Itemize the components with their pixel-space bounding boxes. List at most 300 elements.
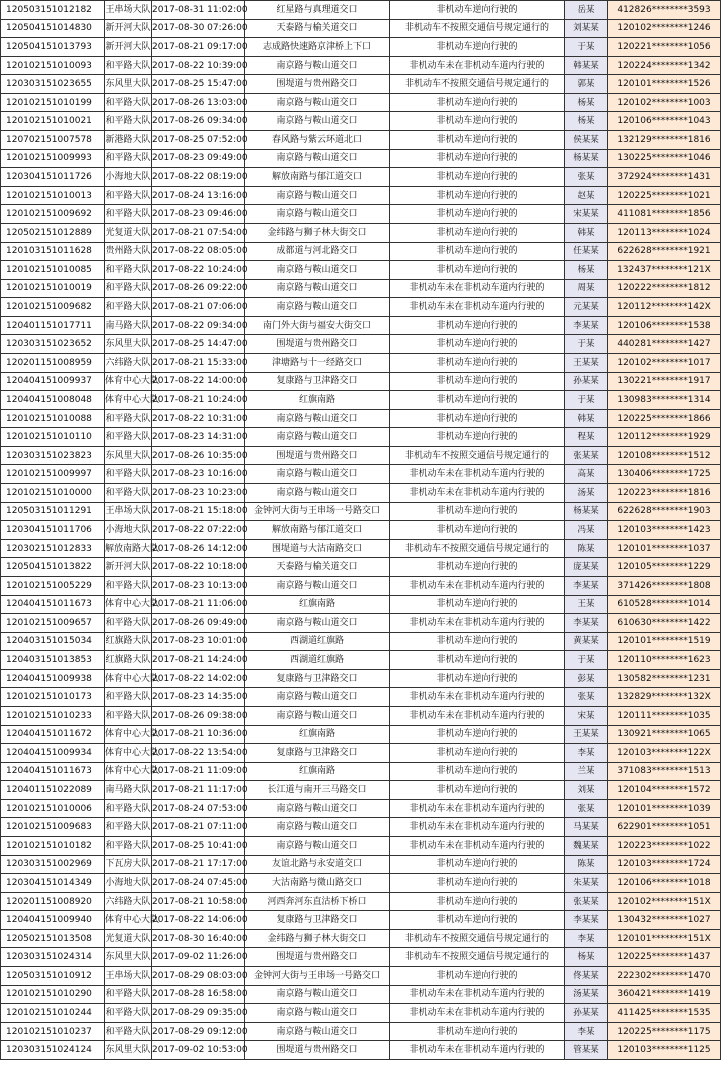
violation-type-cell: 非机动车逆向行驶的 bbox=[390, 744, 565, 763]
person-name-cell: 刘某某 bbox=[565, 19, 608, 38]
location-cell: 围堤道与大沽南路交口 bbox=[245, 539, 390, 558]
table-row bbox=[1, 651, 721, 670]
brigade-cell: 和平路大队 bbox=[105, 149, 152, 168]
brigade-cell: 南马路大队 bbox=[105, 316, 152, 335]
id-number-cell: 130221********1917 bbox=[608, 372, 721, 391]
table-row bbox=[1, 1, 721, 20]
id-number-cell: 120101********1037 bbox=[608, 539, 721, 558]
record-id-cell: 120504151014830 bbox=[1, 19, 105, 38]
location-cell: 南京路与鞍山道交口 bbox=[245, 465, 390, 484]
person-name-cell: 于某 bbox=[565, 38, 608, 57]
brigade-cell: 王串场大队 bbox=[105, 967, 152, 986]
datetime-cell: 2017-08-22 14:06:00 bbox=[152, 911, 245, 930]
location-cell: 西湖道红旗路 bbox=[245, 651, 390, 670]
violation-type-cell: 非机动车逆向行驶的 bbox=[390, 93, 565, 112]
record-id-cell: 120102151009683 bbox=[1, 818, 105, 837]
id-number-cell: 130921********1065 bbox=[608, 725, 721, 744]
datetime-cell: 2017-08-24 07:45:00 bbox=[152, 874, 245, 893]
location-cell: 解放南路与郁江道交口 bbox=[245, 521, 390, 540]
violation-type-cell: 非机动车不按照交通信号规定通行的 bbox=[390, 75, 565, 94]
violation-type-cell: 非机动车未在非机动车道内行驶的 bbox=[390, 56, 565, 75]
brigade-cell: 和平路大队 bbox=[105, 93, 152, 112]
datetime-cell: 2017-08-21 10:58:00 bbox=[152, 892, 245, 911]
location-cell: 西湖道红旗路 bbox=[245, 632, 390, 651]
record-id-cell: 120504151013793 bbox=[1, 38, 105, 57]
person-name-cell: 佟某某 bbox=[565, 967, 608, 986]
record-id-cell: 120102151010182 bbox=[1, 837, 105, 856]
person-name-cell: 张某 bbox=[565, 688, 608, 707]
id-number-cell: 120101********151X bbox=[608, 929, 721, 948]
table-row bbox=[1, 781, 721, 800]
record-id-cell: 120102151010019 bbox=[1, 279, 105, 298]
brigade-cell: 体育中心大队 bbox=[105, 744, 152, 763]
location-cell: 南京路与鞍山道交口 bbox=[245, 818, 390, 837]
id-number-cell: 132129********1816 bbox=[608, 131, 721, 150]
id-number-cell: 120108********1512 bbox=[608, 446, 721, 465]
id-number-cell: 120225********1866 bbox=[608, 409, 721, 428]
person-name-cell: 韩某 bbox=[565, 223, 608, 242]
brigade-cell: 体育中心大队 bbox=[105, 911, 152, 930]
brigade-cell: 和平路大队 bbox=[105, 985, 152, 1004]
violation-type-cell: 非机动车逆向行驶的 bbox=[390, 205, 565, 224]
violation-type-cell: 非机动车逆向行驶的 bbox=[390, 911, 565, 930]
table-row bbox=[1, 669, 721, 688]
table-row bbox=[1, 985, 721, 1004]
datetime-cell: 2017-08-22 14:00:00 bbox=[152, 372, 245, 391]
record-id-cell: 120303151024124 bbox=[1, 1041, 105, 1060]
id-number-cell: 371083********1513 bbox=[608, 762, 721, 781]
table-row bbox=[1, 446, 721, 465]
record-id-cell: 120504151013822 bbox=[1, 558, 105, 577]
datetime-cell: 2017-08-29 09:35:00 bbox=[152, 1004, 245, 1023]
brigade-cell: 和平路大队 bbox=[105, 112, 152, 131]
id-number-cell: 120113********1024 bbox=[608, 223, 721, 242]
id-number-cell: 622901********1051 bbox=[608, 818, 721, 837]
violation-type-cell: 非机动车逆向行驶的 bbox=[390, 391, 565, 410]
datetime-cell: 2017-08-26 13:03:00 bbox=[152, 93, 245, 112]
table-row bbox=[1, 279, 721, 298]
id-number-cell: 130582********1231 bbox=[608, 669, 721, 688]
person-name-cell: 李某某 bbox=[565, 911, 608, 930]
id-number-cell: 411425********1535 bbox=[608, 1004, 721, 1023]
record-id-cell: 120102151009657 bbox=[1, 614, 105, 633]
person-name-cell: 于某 bbox=[565, 651, 608, 670]
datetime-cell: 2017-08-28 16:58:00 bbox=[152, 985, 245, 1004]
person-name-cell: 李某某 bbox=[565, 614, 608, 633]
id-number-cell: 120103********1125 bbox=[608, 1041, 721, 1060]
person-name-cell: 杨某 bbox=[565, 93, 608, 112]
record-id-cell: 120303151002969 bbox=[1, 855, 105, 874]
location-cell: 南京路与鞍山道交口 bbox=[245, 279, 390, 298]
datetime-cell: 2017-08-21 07:54:00 bbox=[152, 223, 245, 242]
location-cell: 春风路与紫云环道北口 bbox=[245, 131, 390, 150]
violation-type-cell: 非机动车未在非机动车道内行驶的 bbox=[390, 1041, 565, 1060]
violation-type-cell: 非机动车逆向行驶的 bbox=[390, 595, 565, 614]
table-row bbox=[1, 428, 721, 447]
person-name-cell: 宋某 bbox=[565, 706, 608, 725]
record-id-cell: 120102151009993 bbox=[1, 149, 105, 168]
table-row bbox=[1, 706, 721, 725]
location-cell: 围堤道与贵州路交口 bbox=[245, 1041, 390, 1060]
brigade-cell: 王串场大队 bbox=[105, 502, 152, 521]
table-body bbox=[1, 1, 721, 1060]
datetime-cell: 2017-08-23 10:13:00 bbox=[152, 576, 245, 595]
brigade-cell: 体育中心大队 bbox=[105, 669, 152, 688]
table-row bbox=[1, 558, 721, 577]
person-name-cell: 管某某 bbox=[565, 1041, 608, 1060]
id-number-cell: 120225********1021 bbox=[608, 186, 721, 205]
datetime-cell: 2017-08-21 07:11:00 bbox=[152, 818, 245, 837]
violation-type-cell: 非机动车逆向行驶的 bbox=[390, 967, 565, 986]
violation-type-cell: 非机动车逆向行驶的 bbox=[390, 353, 565, 372]
table-row bbox=[1, 967, 721, 986]
record-id-cell: 120304151011726 bbox=[1, 168, 105, 187]
datetime-cell: 2017-08-25 07:52:00 bbox=[152, 131, 245, 150]
violation-type-cell: 非机动车逆向行驶的 bbox=[390, 372, 565, 391]
location-cell: 红旗南路 bbox=[245, 391, 390, 410]
location-cell: 复康路与卫津路交口 bbox=[245, 744, 390, 763]
brigade-cell: 和平路大队 bbox=[105, 409, 152, 428]
id-number-cell: 372924********1431 bbox=[608, 168, 721, 187]
location-cell: 金钟河大街与王串场一号路交口 bbox=[245, 502, 390, 521]
table-row bbox=[1, 131, 721, 150]
table-row bbox=[1, 372, 721, 391]
violation-type-cell: 非机动车逆向行驶的 bbox=[390, 874, 565, 893]
violation-type-cell: 非机动车逆向行驶的 bbox=[390, 186, 565, 205]
brigade-cell: 红旗路大队 bbox=[105, 632, 152, 651]
id-number-cell: 132437********121X bbox=[608, 261, 721, 280]
person-name-cell: 韩某 bbox=[565, 409, 608, 428]
violation-type-cell: 非机动车未在非机动车道内行驶的 bbox=[390, 818, 565, 837]
table-row bbox=[1, 595, 721, 614]
location-cell: 南京路与鞍山道交口 bbox=[245, 837, 390, 856]
datetime-cell: 2017-08-25 15:47:00 bbox=[152, 75, 245, 94]
violation-type-cell: 非机动车不按照交通信号规定通行的 bbox=[390, 948, 565, 967]
location-cell: 南京路与鞍山道交口 bbox=[245, 688, 390, 707]
brigade-cell: 贵州路大队 bbox=[105, 242, 152, 261]
brigade-cell: 东风里大队 bbox=[105, 1041, 152, 1060]
datetime-cell: 2017-08-21 15:18:00 bbox=[152, 502, 245, 521]
datetime-cell: 2017-08-30 16:40:00 bbox=[152, 929, 245, 948]
table-row bbox=[1, 391, 721, 410]
brigade-cell: 和平路大队 bbox=[105, 818, 152, 837]
person-name-cell: 杨某 bbox=[565, 261, 608, 280]
datetime-cell: 2017-08-21 17:17:00 bbox=[152, 855, 245, 874]
table-row bbox=[1, 409, 721, 428]
brigade-cell: 东风里大队 bbox=[105, 335, 152, 354]
violation-type-cell: 非机动车逆向行驶的 bbox=[390, 502, 565, 521]
table-row bbox=[1, 112, 721, 131]
person-name-cell: 朱某某 bbox=[565, 874, 608, 893]
brigade-cell: 东风里大队 bbox=[105, 75, 152, 94]
record-id-cell: 120102151009997 bbox=[1, 465, 105, 484]
person-name-cell: 杨某 bbox=[565, 112, 608, 131]
datetime-cell: 2017-08-30 07:26:00 bbox=[152, 19, 245, 38]
table-row bbox=[1, 837, 721, 856]
violation-type-cell: 非机动车逆向行驶的 bbox=[390, 149, 565, 168]
violation-type-cell: 非机动车未在非机动车道内行驶的 bbox=[390, 706, 565, 725]
brigade-cell: 新港路大队 bbox=[105, 131, 152, 150]
brigade-cell: 六纬路大队 bbox=[105, 353, 152, 372]
id-number-cell: 120102********151X bbox=[608, 892, 721, 911]
datetime-cell: 2017-08-23 14:35:00 bbox=[152, 688, 245, 707]
violation-type-cell: 非机动车未在非机动车道内行驶的 bbox=[390, 279, 565, 298]
datetime-cell: 2017-08-26 09:49:00 bbox=[152, 614, 245, 633]
table-row bbox=[1, 688, 721, 707]
record-id-cell: 120102151010237 bbox=[1, 1022, 105, 1041]
violation-type-cell: 非机动车未在非机动车道内行驶的 bbox=[390, 799, 565, 818]
brigade-cell: 和平路大队 bbox=[105, 205, 152, 224]
table-row bbox=[1, 149, 721, 168]
person-name-cell: 彭某 bbox=[565, 669, 608, 688]
violation-type-cell: 非机动车逆向行驶的 bbox=[390, 168, 565, 187]
person-name-cell: 孙某某 bbox=[565, 1004, 608, 1023]
location-cell: 大沽南路与微山路交口 bbox=[245, 874, 390, 893]
violation-type-cell: 非机动车逆向行驶的 bbox=[390, 409, 565, 428]
person-name-cell: 李某 bbox=[565, 929, 608, 948]
location-cell: 南京路与鞍山道交口 bbox=[245, 298, 390, 317]
table-row bbox=[1, 261, 721, 280]
id-number-cell: 130406********1725 bbox=[608, 465, 721, 484]
location-cell: 南京路与鞍山道交口 bbox=[245, 576, 390, 595]
table-row bbox=[1, 521, 721, 540]
brigade-cell: 和平路大队 bbox=[105, 706, 152, 725]
record-id-cell: 120404151008048 bbox=[1, 391, 105, 410]
table-row bbox=[1, 335, 721, 354]
location-cell: 围堤道与贵州路交口 bbox=[245, 335, 390, 354]
brigade-cell: 和平路大队 bbox=[105, 298, 152, 317]
location-cell: 天泰路与榆关道交口 bbox=[245, 19, 390, 38]
person-name-cell: 孙某某 bbox=[565, 372, 608, 391]
brigade-cell: 光复道大队 bbox=[105, 223, 152, 242]
id-number-cell: 412826********3593 bbox=[608, 1, 721, 20]
location-cell: 南京路与鞍山道交口 bbox=[245, 428, 390, 447]
datetime-cell: 2017-08-22 13:54:00 bbox=[152, 744, 245, 763]
violation-type-cell: 非机动车逆向行驶的 bbox=[390, 1, 565, 20]
person-name-cell: 刘某 bbox=[565, 781, 608, 800]
brigade-cell: 和平路大队 bbox=[105, 837, 152, 856]
location-cell: 围堤道与贵州路交口 bbox=[245, 75, 390, 94]
datetime-cell: 2017-08-21 10:24:00 bbox=[152, 391, 245, 410]
brigade-cell: 体育中心大队 bbox=[105, 391, 152, 410]
table-row bbox=[1, 818, 721, 837]
location-cell: 友谊北路与永安道交口 bbox=[245, 855, 390, 874]
brigade-cell: 解放南路大队 bbox=[105, 539, 152, 558]
record-id-cell: 120404151009938 bbox=[1, 669, 105, 688]
location-cell: 长江道与南开三马路交口 bbox=[245, 781, 390, 800]
datetime-cell: 2017-08-23 09:49:00 bbox=[152, 149, 245, 168]
record-id-cell: 120102151010199 bbox=[1, 93, 105, 112]
record-id-cell: 120303151023823 bbox=[1, 446, 105, 465]
brigade-cell: 和平路大队 bbox=[105, 261, 152, 280]
table-row bbox=[1, 205, 721, 224]
location-cell: 津塘路与十一经路交口 bbox=[245, 353, 390, 372]
violation-type-cell: 非机动车未在非机动车道内行驶的 bbox=[390, 484, 565, 503]
datetime-cell: 2017-08-22 10:31:00 bbox=[152, 409, 245, 428]
person-name-cell: 于某 bbox=[565, 335, 608, 354]
location-cell: 解放南路与郁江道交口 bbox=[245, 168, 390, 187]
person-name-cell: 张某某 bbox=[565, 892, 608, 911]
violation-type-cell: 非机动车逆向行驶的 bbox=[390, 669, 565, 688]
brigade-cell: 和平路大队 bbox=[105, 428, 152, 447]
datetime-cell: 2017-08-22 07:22:00 bbox=[152, 521, 245, 540]
datetime-cell: 2017-08-21 14:24:00 bbox=[152, 651, 245, 670]
violation-type-cell: 非机动车不按照交通信号规定通行的 bbox=[390, 539, 565, 558]
record-id-cell: 120102151010088 bbox=[1, 409, 105, 428]
table-row bbox=[1, 539, 721, 558]
datetime-cell: 2017-08-23 10:01:00 bbox=[152, 632, 245, 651]
person-name-cell: 李某 bbox=[565, 744, 608, 763]
record-id-cell: 120403151015034 bbox=[1, 632, 105, 651]
person-name-cell: 王某某 bbox=[565, 725, 608, 744]
table-row bbox=[1, 855, 721, 874]
location-cell: 金纬路与狮子林大街交口 bbox=[245, 223, 390, 242]
location-cell: 南京路与鞍山道交口 bbox=[245, 112, 390, 131]
record-id-cell: 120404151009934 bbox=[1, 744, 105, 763]
violation-type-cell: 非机动车逆向行驶的 bbox=[390, 316, 565, 335]
brigade-cell: 光复道大队 bbox=[105, 929, 152, 948]
table-row bbox=[1, 56, 721, 75]
violation-type-cell: 非机动车未在非机动车道内行驶的 bbox=[390, 576, 565, 595]
id-number-cell: 120110********1623 bbox=[608, 651, 721, 670]
person-name-cell: 汤某某 bbox=[565, 985, 608, 1004]
violation-type-cell: 非机动车逆向行驶的 bbox=[390, 261, 565, 280]
violation-type-cell: 非机动车逆向行驶的 bbox=[390, 892, 565, 911]
record-id-cell: 120503151010912 bbox=[1, 967, 105, 986]
brigade-cell: 新开河大队 bbox=[105, 38, 152, 57]
datetime-cell: 2017-08-25 14:47:00 bbox=[152, 335, 245, 354]
person-name-cell: 元某某 bbox=[565, 298, 608, 317]
id-number-cell: 120101********1039 bbox=[608, 799, 721, 818]
datetime-cell: 2017-08-22 10:18:00 bbox=[152, 558, 245, 577]
record-id-cell: 120103151011628 bbox=[1, 242, 105, 261]
record-id-cell: 120302151012833 bbox=[1, 539, 105, 558]
table-row bbox=[1, 1004, 721, 1023]
person-name-cell: 张某 bbox=[565, 799, 608, 818]
datetime-cell: 2017-08-26 09:34:00 bbox=[152, 112, 245, 131]
violation-type-cell: 非机动车未在非机动车道内行驶的 bbox=[390, 614, 565, 633]
table-row bbox=[1, 242, 721, 261]
record-id-cell: 120102151010000 bbox=[1, 484, 105, 503]
location-cell: 复康路与卫津路交口 bbox=[245, 669, 390, 688]
person-name-cell: 张某 bbox=[565, 168, 608, 187]
id-number-cell: 120112********142X bbox=[608, 298, 721, 317]
table-row bbox=[1, 484, 721, 503]
violation-type-cell: 非机动车不按照交通信号规定通行的 bbox=[390, 19, 565, 38]
violation-type-cell: 非机动车未在非机动车道内行驶的 bbox=[390, 688, 565, 707]
datetime-cell: 2017-08-21 11:17:00 bbox=[152, 781, 245, 800]
id-number-cell: 120221********1056 bbox=[608, 38, 721, 57]
violation-type-cell: 非机动车逆向行驶的 bbox=[390, 112, 565, 131]
brigade-cell: 和平路大队 bbox=[105, 614, 152, 633]
location-cell: 南京路与鞍山道交口 bbox=[245, 261, 390, 280]
brigade-cell: 和平路大队 bbox=[105, 279, 152, 298]
location-cell: 南京路与鞍山道交口 bbox=[245, 149, 390, 168]
person-name-cell: 马某某 bbox=[565, 818, 608, 837]
location-cell: 复康路与卫津路交口 bbox=[245, 911, 390, 930]
record-id-cell: 120102151010244 bbox=[1, 1004, 105, 1023]
person-name-cell: 于某 bbox=[565, 391, 608, 410]
violation-type-cell: 非机动车逆向行驶的 bbox=[390, 335, 565, 354]
record-id-cell: 120102151010290 bbox=[1, 985, 105, 1004]
id-number-cell: 610630********1422 bbox=[608, 614, 721, 633]
id-number-cell: 622628********1921 bbox=[608, 242, 721, 261]
id-number-cell: 120101********1526 bbox=[608, 75, 721, 94]
violation-type-cell: 非机动车逆向行驶的 bbox=[390, 855, 565, 874]
record-id-cell: 120503151012182 bbox=[1, 1, 105, 20]
location-cell: 围堤道与贵州路交口 bbox=[245, 446, 390, 465]
id-number-cell: 120106********1043 bbox=[608, 112, 721, 131]
id-number-cell: 120224********1342 bbox=[608, 56, 721, 75]
table-row bbox=[1, 316, 721, 335]
table-row bbox=[1, 1022, 721, 1041]
record-id-cell: 120502151012889 bbox=[1, 223, 105, 242]
location-cell: 红旗南路 bbox=[245, 595, 390, 614]
id-number-cell: 120106********1018 bbox=[608, 874, 721, 893]
brigade-cell: 下瓦房大队 bbox=[105, 855, 152, 874]
person-name-cell: 杨某某 bbox=[565, 502, 608, 521]
record-id-cell: 120404151011673 bbox=[1, 595, 105, 614]
violation-type-cell: 非机动车逆向行驶的 bbox=[390, 725, 565, 744]
violation-type-cell: 非机动车逆向行驶的 bbox=[390, 131, 565, 150]
table-row bbox=[1, 874, 721, 893]
table-row bbox=[1, 353, 721, 372]
person-name-cell: 郭某 bbox=[565, 75, 608, 94]
location-cell: 南京路与鞍山道交口 bbox=[245, 1004, 390, 1023]
brigade-cell: 东风里大队 bbox=[105, 446, 152, 465]
datetime-cell: 2017-08-24 13:16:00 bbox=[152, 186, 245, 205]
table-row bbox=[1, 186, 721, 205]
datetime-cell: 2017-08-21 09:17:00 bbox=[152, 38, 245, 57]
violation-type-cell: 非机动车未在非机动车道内行驶的 bbox=[390, 298, 565, 317]
datetime-cell: 2017-08-26 14:12:00 bbox=[152, 539, 245, 558]
table-row bbox=[1, 298, 721, 317]
table-row bbox=[1, 929, 721, 948]
id-number-cell: 610528********1014 bbox=[608, 595, 721, 614]
datetime-cell: 2017-08-23 10:23:00 bbox=[152, 484, 245, 503]
id-number-cell: 411081********1856 bbox=[608, 205, 721, 224]
id-number-cell: 120223********1816 bbox=[608, 484, 721, 503]
person-name-cell: 王某 bbox=[565, 595, 608, 614]
id-number-cell: 120104********1572 bbox=[608, 781, 721, 800]
location-cell: 南京路与鞍山道交口 bbox=[245, 985, 390, 1004]
table-row bbox=[1, 93, 721, 112]
location-cell: 南京路与鞍山道交口 bbox=[245, 93, 390, 112]
table-row bbox=[1, 38, 721, 57]
person-name-cell: 程某 bbox=[565, 428, 608, 447]
record-id-cell: 120102151010093 bbox=[1, 56, 105, 75]
person-name-cell: 王某某 bbox=[565, 353, 608, 372]
record-id-cell: 120102151009692 bbox=[1, 205, 105, 224]
person-name-cell: 李某 bbox=[565, 1022, 608, 1041]
person-name-cell: 赵某 bbox=[565, 186, 608, 205]
location-cell: 复康路与卫津路交口 bbox=[245, 372, 390, 391]
person-name-cell: 魏某某 bbox=[565, 837, 608, 856]
location-cell: 金纬路与狮子林大街交口 bbox=[245, 929, 390, 948]
record-id-cell: 120303151023655 bbox=[1, 75, 105, 94]
person-name-cell: 黄某某 bbox=[565, 632, 608, 651]
violation-type-cell: 非机动车逆向行驶的 bbox=[390, 223, 565, 242]
id-number-cell: 120112********1929 bbox=[608, 428, 721, 447]
brigade-cell: 和平路大队 bbox=[105, 576, 152, 595]
violation-type-cell: 非机动车不按照交通信号规定通行的 bbox=[390, 929, 565, 948]
id-number-cell: 130983********1314 bbox=[608, 391, 721, 410]
violation-type-cell: 非机动车逆向行驶的 bbox=[390, 558, 565, 577]
location-cell: 南京路与鞍山道交口 bbox=[245, 205, 390, 224]
table-row bbox=[1, 576, 721, 595]
id-number-cell: 371426********1808 bbox=[608, 576, 721, 595]
id-number-cell: 132829********132X bbox=[608, 688, 721, 707]
